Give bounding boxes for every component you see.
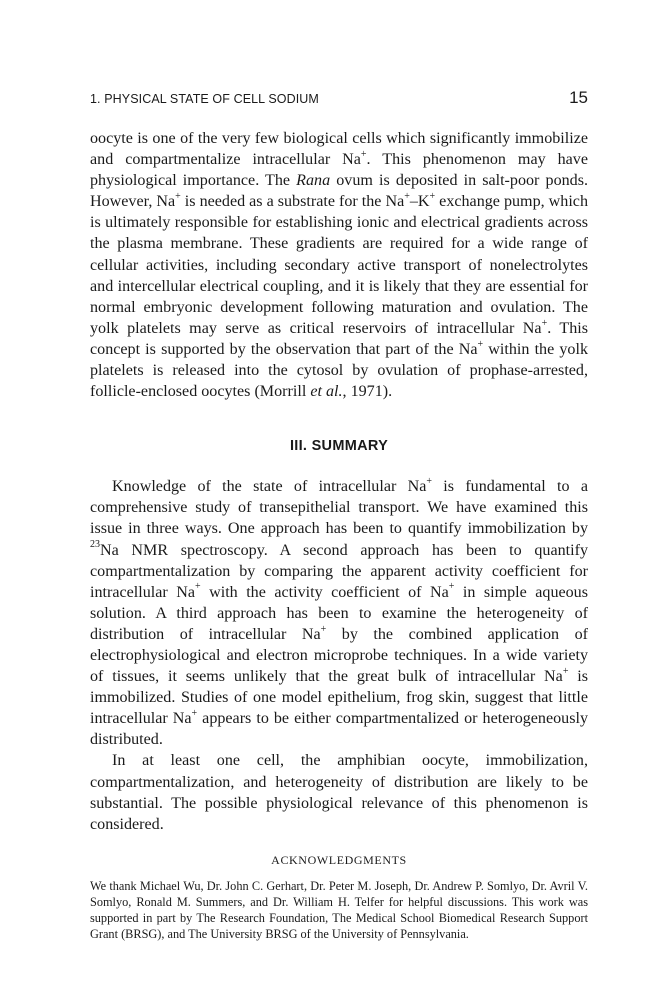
page-number: 15 xyxy=(569,88,588,107)
superscript: + xyxy=(404,190,410,202)
text-run: is needed as a substrate for the Na xyxy=(180,193,405,211)
superscript: + xyxy=(320,623,327,635)
acknowledgments-text: We thank Michael Wu, Dr. John C. Gerhart, Dr. Peter M. Joseph, Dr. Andrew P. Somlyo, Dr. Avril V. Somlyo, Ronald M. Summers, and Dr. William H. Telfer for helpful discussions. This work was supported in part by The Research Foundation, The Medical School Biomedical Research Support Grant (BRSG), and The University BRSG of the University of Pennsylvania. xyxy=(90,878,588,942)
summary-paragraph-2: In at least one cell, the amphibian oocyte, immobilization, compartmentalization, and heterogeneity of distribution are likely to be substantial. The possible physiological relevance of this phenomenon is considered. xyxy=(90,752,588,833)
acknowledgments-heading: ACKNOWLEDGMENTS xyxy=(271,852,407,867)
superscript: + xyxy=(448,581,455,593)
text-run: . This phenomenon may have physiological importance. The xyxy=(90,151,588,190)
text-run: Knowledge of the state of intracellular Na xyxy=(112,478,427,496)
superscript: + xyxy=(360,148,367,160)
superscript: + xyxy=(191,707,198,719)
book-page xyxy=(90,88,588,942)
running-title: 1. PHYSICAL STATE OF CELL SODIUM xyxy=(90,92,319,106)
text-run: exchange pump, which is ultimately responsible for establishing ionic and electrical gradients across the plasma membrane. These gradients are required for a wide range of cellular activities, including secondary active transport of nonelectrolytes and intercellular electrical coupling, and it is likely that they are essential for normal embryonic development following maturation and ovulation. The yolk platelets may serve as critical reservoirs of intracellular Na xyxy=(90,193,588,337)
text-run: with the activity coefficient of Na xyxy=(200,583,449,601)
superscript: + xyxy=(175,190,181,202)
text-run: , 1971). xyxy=(342,383,393,401)
text-run: Na NMR spectroscopy. A second approach has been to quantify compartmentalization by comparing the apparent activity coefficient for intracellular Na xyxy=(90,541,588,601)
text-run: in simple aqueous solution. A third approach has been to examine the heterogeneity of distribution of intracellular Na xyxy=(90,583,588,643)
text-run: by the combined application of electrophysiological and electron microprobe techniques. In a wide variety of tissues, it seems unlikely that the great bulk of intracellular Na xyxy=(90,625,588,686)
summary-paragraph-1 xyxy=(90,476,588,750)
text-run: is fundamental to a comprehensive study of transepithelial transport. We have examined this issue in three ways. One approach has been to quantify immobilization by xyxy=(90,478,588,538)
italic-genus-name: Rana xyxy=(296,172,331,190)
text-run: within the yolk platelets is released into the cytosol by ovulation of prophase-arrested, follicle-enclosed oocytes (Morrill xyxy=(90,340,588,401)
text-run: ovum is deposited in salt-poor ponds. However, Na xyxy=(90,172,588,211)
text-run: is immobilized. Studies of one model epithelium, frog skin, suggest that little intracellular Na xyxy=(90,668,588,728)
superscript: + xyxy=(195,581,201,593)
superscript: + xyxy=(477,338,484,350)
superscript: 23 xyxy=(90,539,100,551)
italic-citation: et al. xyxy=(310,383,343,401)
superscript: + xyxy=(429,190,436,202)
text-run: . This concept is supported by the observation that part of the Na xyxy=(90,319,588,358)
superscript: + xyxy=(562,665,569,677)
section-heading: III. SUMMARY xyxy=(289,438,389,455)
text-run: oocyte is one of the very few biological cells which significantly immobilize and compartmentalize intracellular Na xyxy=(90,130,588,169)
text-run: –K xyxy=(409,193,430,211)
superscript: + xyxy=(541,317,548,329)
text-run: appears to be either compartmentalized or heterogeneously distributed. xyxy=(90,710,588,749)
superscript: + xyxy=(426,475,433,487)
running-head xyxy=(90,88,588,108)
body-paragraph-oocyte xyxy=(90,128,588,402)
